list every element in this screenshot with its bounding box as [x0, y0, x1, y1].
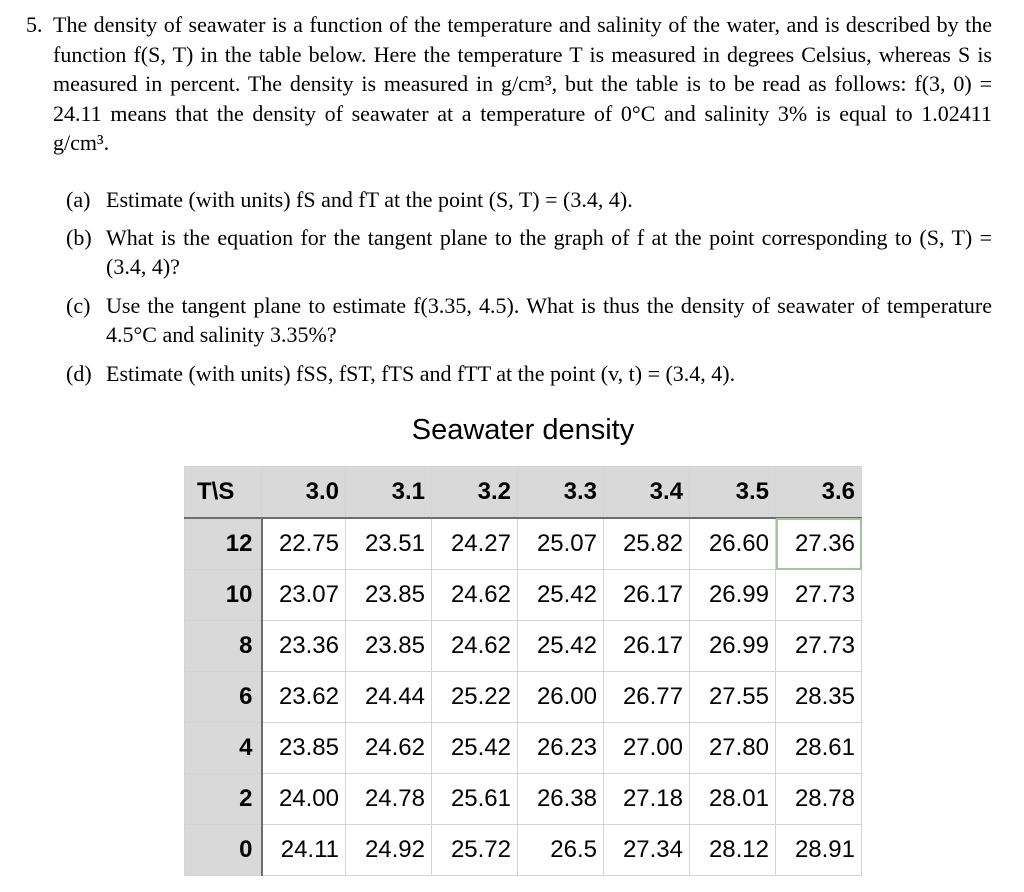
table-cell[interactable]: 26.77 — [604, 672, 690, 723]
table-cell[interactable]: 24.00 — [262, 774, 346, 825]
table-cell[interactable]: 26.00 — [518, 672, 604, 723]
table-cell[interactable]: 24.78 — [346, 774, 432, 825]
problem-parts — [66, 185, 992, 397]
table-row — [185, 672, 862, 723]
part-text: Estimate (with units) fSS, fST, fTS and fTT at the point (v, t) = (3.4, 4). — [106, 360, 736, 386]
row-header[interactable]: 10 — [185, 570, 262, 621]
part-text: Estimate (with units) fS and fT at the point (S, T) = (3.4, 4). — [106, 187, 633, 212]
table-cell[interactable]: 26.99 — [690, 621, 776, 672]
table-cell[interactable]: 24.62 — [346, 723, 432, 774]
table-cell[interactable]: 25.72 — [432, 825, 518, 876]
column-header[interactable]: 3.4 — [604, 467, 690, 519]
table-row — [185, 774, 862, 825]
table-cell[interactable]: 26.60 — [690, 518, 776, 570]
table-cell[interactable]: 25.42 — [518, 570, 604, 621]
corner-header[interactable]: T\S — [185, 467, 262, 519]
table-cell[interactable]: 23.36 — [262, 621, 346, 672]
table-row — [185, 570, 862, 621]
table-cell[interactable]: 27.73 — [776, 621, 862, 672]
table-cell[interactable]: 22.75 — [262, 518, 346, 570]
part-text: Use the tangent plane to estimate f(3.35, 4.5). What is thus the density of seawater of temperature 4.5°C and salinity 3.35%? — [106, 292, 992, 347]
table-cell[interactable]: 23.07 — [262, 570, 346, 621]
table-header-row — [185, 467, 862, 519]
part-d — [66, 359, 992, 389]
table-cell[interactable]: 24.62 — [432, 570, 518, 621]
table-cell[interactable]: 23.51 — [346, 518, 432, 570]
table-cell[interactable]: 24.62 — [432, 621, 518, 672]
table-cell[interactable]: 24.11 — [262, 825, 346, 876]
table-cell[interactable]: 23.85 — [262, 723, 346, 774]
column-header[interactable]: 3.1 — [346, 467, 432, 519]
column-header[interactable]: 3.0 — [262, 467, 346, 519]
part-b — [66, 223, 992, 282]
table-cell[interactable]: 28.01 — [690, 774, 776, 825]
table-cell[interactable]: 26.38 — [518, 774, 604, 825]
table-cell[interactable]: 27.34 — [604, 825, 690, 876]
table-cell[interactable]: 27.80 — [690, 723, 776, 774]
table-cell[interactable]: 27.55 — [690, 672, 776, 723]
row-header[interactable]: 0 — [185, 825, 262, 876]
part-text: What is the equation for the tangent plane to the graph of f at the point corresponding to (S, T) = (3.4, 4)? — [106, 224, 992, 279]
table-cell[interactable]: 28.35 — [776, 672, 862, 723]
table-cell[interactable]: 27.73 — [776, 570, 862, 621]
table-cell[interactable]: 28.61 — [776, 723, 862, 774]
part-label: (a) — [66, 187, 91, 212]
table-row — [185, 723, 862, 774]
column-header[interactable]: 3.6 — [776, 467, 862, 519]
table-cell[interactable]: 25.42 — [518, 621, 604, 672]
part-c — [66, 291, 992, 350]
table-cell[interactable]: 26.17 — [604, 570, 690, 621]
table-cell[interactable]: 25.07 — [518, 518, 604, 570]
row-header[interactable]: 4 — [185, 723, 262, 774]
table-cell[interactable]: 26.23 — [518, 723, 604, 774]
table-cell[interactable]: 23.85 — [346, 570, 432, 621]
table-cell[interactable]: 26.99 — [690, 570, 776, 621]
table-row — [185, 518, 862, 570]
table-cell[interactable]: 28.78 — [776, 774, 862, 825]
table-cell[interactable]: 25.61 — [432, 774, 518, 825]
table-cell[interactable]: 26.17 — [604, 621, 690, 672]
row-header[interactable]: 8 — [185, 621, 262, 672]
density-table — [184, 466, 862, 876]
table-cell[interactable]: 24.44 — [346, 672, 432, 723]
part-label: (d) — [66, 360, 92, 386]
part-label: (b) — [66, 224, 92, 250]
part-a — [66, 185, 992, 215]
table-row — [185, 621, 862, 672]
table-title: Seawater density — [411, 414, 635, 446]
row-header[interactable]: 12 — [185, 518, 262, 570]
table-cell[interactable]: 28.91 — [776, 825, 862, 876]
column-header[interactable]: 3.5 — [690, 467, 776, 519]
table-cell[interactable]: 23.85 — [346, 621, 432, 672]
problem-number: 5. — [26, 12, 43, 37]
table-cell[interactable]: 25.22 — [432, 672, 518, 723]
table-cell[interactable]: 28.12 — [690, 825, 776, 876]
column-header[interactable]: 3.2 — [432, 467, 518, 519]
table-cell[interactable]: 27.36 — [776, 518, 862, 570]
row-header[interactable]: 6 — [185, 672, 262, 723]
table-cell[interactable]: 24.27 — [432, 518, 518, 570]
problem-statement — [26, 10, 992, 158]
table-cell[interactable]: 23.62 — [262, 672, 346, 723]
table-cell[interactable]: 24.92 — [346, 825, 432, 876]
table-cell[interactable]: 27.00 — [604, 723, 690, 774]
column-header[interactable]: 3.3 — [518, 467, 604, 519]
table-cell[interactable]: 25.82 — [604, 518, 690, 570]
table-cell[interactable]: 26.5 — [518, 825, 604, 876]
part-label: (c) — [66, 292, 91, 318]
table-cell[interactable]: 25.42 — [432, 723, 518, 774]
problem-text: The density of seawater is a function of the temperature and salinity of the water, and is described by the function f(S, T) in the table below. Here the temperature T is measured in degrees Celsius, whereas S is measured in percent. The density is measured in g/cm³, but the table is to be read as follows: f(3, 0) = 24.11 means that the density of seawater at a temperature of 0°C and salinity 3% is equal to 1.02411 g/cm³. — [53, 12, 992, 155]
table-cell[interactable]: 27.18 — [604, 774, 690, 825]
row-header[interactable]: 2 — [185, 774, 262, 825]
table-row — [185, 825, 862, 876]
